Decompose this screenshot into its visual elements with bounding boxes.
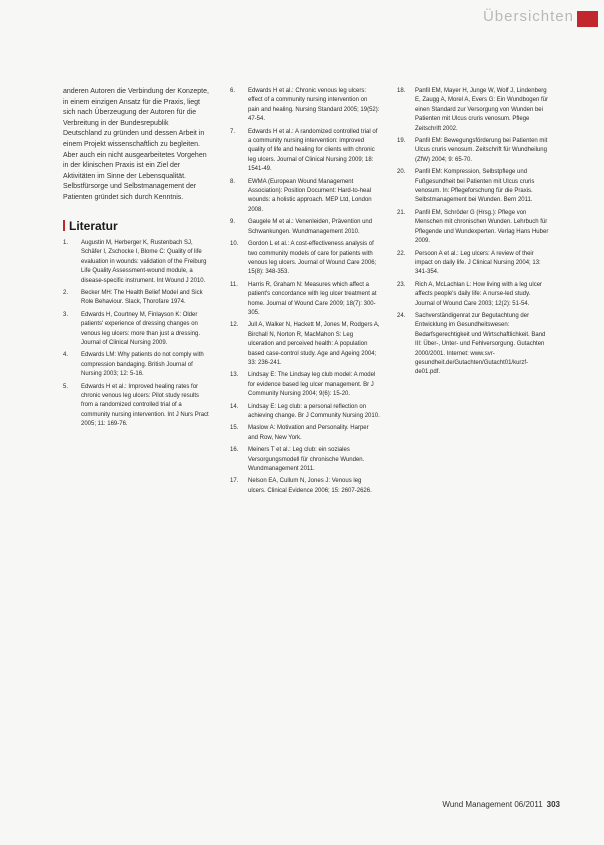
reference-item: [63, 289, 209, 308]
reference-number: 23.: [397, 281, 406, 288]
section-header: Übersichten: [482, 8, 574, 25]
literature-heading: [63, 220, 209, 231]
reference-item: [397, 168, 549, 206]
reference-number: 20.: [397, 169, 406, 176]
reference-item: [397, 209, 549, 247]
reference-number: 3.: [63, 311, 69, 318]
reference-text: Rich A, McLachlan L: How living with a leg ulcer affects people's daily life: A nurse-led study. Journal of Wound Care 2003; 12(2): 51-54.: [415, 281, 543, 307]
reference-number: 8.: [230, 178, 236, 185]
column-2: [230, 87, 380, 499]
page-footer: [420, 800, 560, 809]
reference-item: [230, 424, 380, 443]
reference-item: [63, 383, 209, 430]
reference-item: [397, 312, 549, 378]
reference-item: [397, 281, 549, 309]
column-3: [397, 87, 549, 381]
reference-number: 1.: [63, 239, 69, 246]
reference-item: [230, 218, 380, 237]
heading-bar: [63, 220, 65, 231]
reference-text: Persoon A et al.: Leg ulcers: A review of their impact on daily life. J Clinical Nursing 2004; 13: 341-354.: [415, 250, 541, 276]
reference-number: 14.: [230, 403, 239, 410]
reference-item: [230, 281, 380, 319]
reference-item: [230, 321, 380, 368]
reference-number: 15.: [230, 425, 239, 432]
reference-item: [230, 371, 380, 399]
reference-list-3: [397, 87, 549, 378]
reference-number: 9.: [230, 219, 236, 226]
reference-item: [230, 477, 380, 496]
reference-item: [63, 311, 209, 349]
reference-text: EWMA (European Wound Management Association): Position Document: Hard-to-heal wounds: a holistic approach. MEP Ltd, London 2008.: [248, 178, 372, 213]
reference-text: Edwards H et al.: A randomized controlled trial of a community nursing intervention: improved quality of life and healing for clients with chronic leg ulcers. Journal of Clinical Nursing 2009; 18: 1541-49.: [248, 128, 378, 173]
column-1: [63, 87, 209, 433]
reference-item: [230, 446, 380, 474]
reference-text: Edwards H et al.: Improved healing rates for chronic venous leg ulcers: Pilot study results from a randomized controlled trial of a community nursing intervention. Int J Nurs Pract 2005; 11: 169-76.: [81, 383, 209, 428]
reference-text: Jull A, Walker N, Hackett M, Jones M, Rodgers A, Birchall N, Norton R, MacMahon S: Leg ulceration and perceived health: A population based case-control study. Age and Ageing 2004; 33: 236-241.: [248, 322, 380, 366]
reference-text: Panfil EM, Mayer H, Junge W, Wolf J, Lindenberg E, Zaugg A, Morel A, Evers G: Ein Wundbogen für einen Standard zur Versorgung von Wunden bei Patienten mit Ulcus cruris venosum. Pflege Zeitschrift 2002.: [415, 88, 548, 132]
reference-text: Gordon L et al.: A cost-effectiveness analysis of two community models of care for patients with venous leg ulcers. Journal of Wound Care 2006; 15(8): 348-353.: [248, 241, 377, 276]
reference-number: 10.: [230, 241, 239, 248]
reference-number: 16.: [230, 447, 239, 454]
reference-text: Edwards LM: Why patients do not comply with compression bandaging. British Journal of Nursing 2003; 12: 5-16.: [81, 352, 204, 378]
reference-text: Becker MH: The Health Belief Model and Sick Role Behaviour. Slack, Thorofare 1974.: [81, 289, 203, 306]
reference-text: Maslow A: Motivation and Personality. Harper and Row, New York.: [248, 425, 369, 441]
reference-number: 24.: [397, 312, 406, 319]
reference-item: [397, 137, 549, 165]
reference-text: Sachverständigenrat zur Begutachtung der Entwicklung im Gesundheitswesen: Bedarfsgerechtigkeit und Wirtschaftlichkeit. Band III: Über-, Unter- und Fehlversorgung. Gutachten 2000/2001. Internet: www.svr-gesundheit.de/Gutachten/Gutacht01/kurzf-de01.pdf.: [415, 312, 546, 376]
reference-text: Edwards H, Courtney M, Finlayson K: Older patients' experience of dressing changes on venous leg ulcers: more than just a dressing. Journal of Clinical Nursing 2009.: [81, 311, 201, 346]
reference-list-2: [230, 87, 380, 496]
reference-number: 2.: [63, 289, 69, 296]
reference-text: Nelson EA, Cullum N, Jones J: Venous leg ulcers. Clinical Evidence 2006; 15: 2607-2626.: [248, 478, 372, 494]
reference-text: Panfil EM: Bewegungsförderung bei Patienten mit Ulcus cruris venosum. Zeitschrift für Wundheilung (ZfW) 2004; 9: 65-70.: [415, 138, 548, 163]
page-number: 303: [546, 800, 560, 809]
reference-number: 4.: [63, 352, 69, 359]
reference-number: 5.: [63, 383, 69, 390]
intro-paragraph: anderen Autoren die Verbindung der Konzepte, in einem einzigen Ansatz für die Praxis, liegt sich nach Überzeugung der Autoren für die Verbreitung in der Bundesrepublik Deutschland zu gründen und dessen Arbeit in einem Projekt wissenschaftlich zu begleiten. Aber auch ein nicht ausgearbeitetes Vorgehen in der klinischen Praxis ist ein Ziel der Aktivitäten im Sinne der Lebensqualität. Selbstfürsorge und Selbstmanagement der Patienten gründet sich durch Kenntnis.: [63, 88, 209, 201]
reference-number: 21.: [397, 209, 406, 216]
reference-text: Lindsay E: The Lindsay leg club model: A model for evidence based leg ulcer management. Br J Community Nursing 2004; 9(6): 15-20.: [248, 372, 376, 398]
reference-number: 7.: [230, 128, 236, 135]
reference-text: Gaugele M et al.: Venenleiden, Prävention und Schwankungen. Wundmanagement 2010.: [248, 219, 373, 235]
reference-text: Meiners T et al.: Leg club: ein soziales Versorgungsmodell für chronische Wunden. Wundmanagement 2011.: [248, 447, 365, 473]
reference-number: 17.: [230, 478, 239, 485]
reference-item: [230, 240, 380, 278]
reference-text: Augustin M, Herberger K, Rustenbach SJ, Schäfer I, Zschocke I, Blome C: Quality of life evaluation in wounds: validation of the Freiburg Life Quality Assessment-wound module, a disease-specific instrument. Int Wound J 2010.: [81, 239, 207, 284]
reference-item: [63, 351, 209, 379]
reference-text: Panfil EM, Schröder G (Hrsg.): Pflege von Menschen mit chronischen Wunden. Lehrbuch für Pflegende und Wundexperten. Verlag Hans Huber 2009.: [415, 209, 549, 245]
reference-text: Edwards H et al.: Chronic venous leg ulcers: effect of a community nursing intervention on pain and healing. Nursing Standard 2005; 19(52): 47-54.: [248, 88, 380, 123]
reference-number: 19.: [397, 138, 406, 145]
reference-item: [230, 87, 380, 125]
reference-text: Lindsay E: Leg club: a personal reflection on achieving change. Br J Community Nursing 2010.: [248, 403, 380, 419]
reference-number: 12.: [230, 322, 239, 329]
reference-number: 11.: [230, 281, 238, 288]
reference-text: Panfil EM: Kompression, Selbstpflege und Fußgesundheit bei Patienten mit Ulcus cruris venosum. In: Pflegeforschung für die Praxis. Selbstmanagement bei Wunden. Bern 2011.: [415, 169, 535, 204]
journal-name: Wund Management 06/2011: [442, 800, 543, 809]
reference-item: [230, 178, 380, 216]
section-color-block: [577, 11, 598, 27]
reference-number: 22.: [397, 250, 406, 257]
reference-item: [397, 87, 549, 134]
reference-number: 13.: [230, 372, 239, 379]
reference-number: 18.: [397, 88, 406, 94]
reference-text: Harris R, Graham N: Measures which affect a patient's concordance with leg ulcer treatment at home. Journal of Wound Care 2009; 18(7): 300-305.: [248, 281, 377, 316]
reference-list-1: [63, 239, 209, 430]
reference-item: [397, 250, 549, 278]
reference-number: 6.: [230, 88, 236, 94]
reference-item: [230, 128, 380, 175]
reference-item: [63, 239, 209, 286]
literature-title: Literatur: [69, 218, 118, 233]
reference-item: [230, 403, 380, 422]
